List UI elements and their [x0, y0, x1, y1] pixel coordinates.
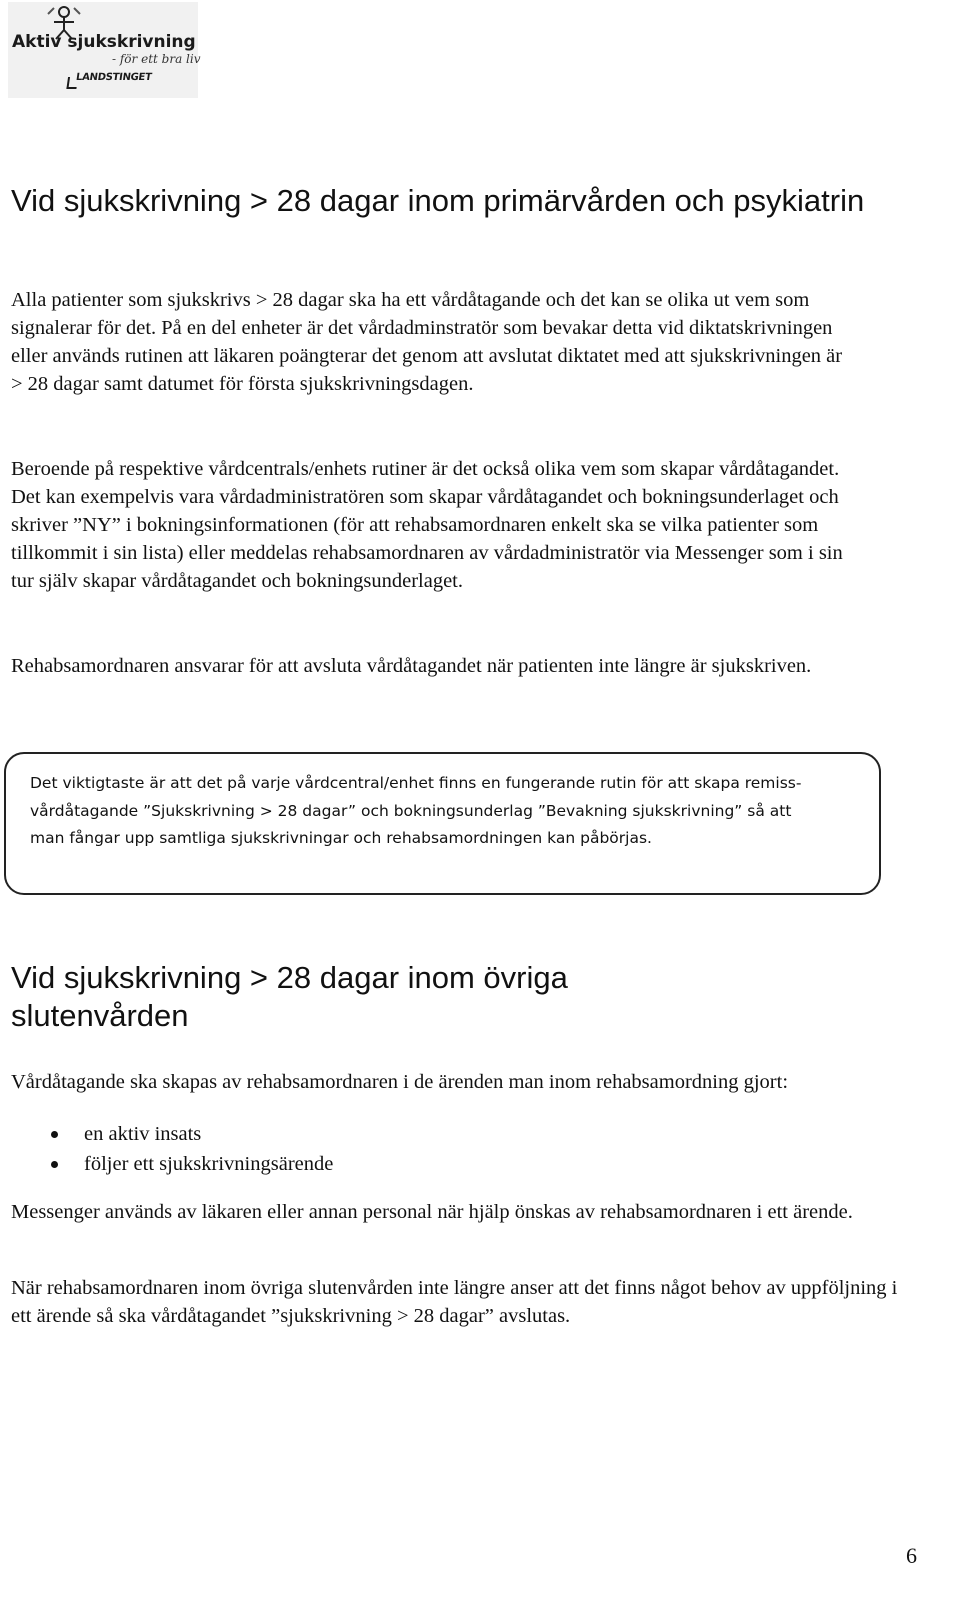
- bullet-icon: [51, 1131, 58, 1138]
- logo-organization: LANDSTINGET: [75, 72, 153, 83]
- bullet-icon: [51, 1161, 58, 1168]
- callout-box: [4, 752, 881, 895]
- logo: [8, 2, 201, 98]
- logo-title: Aktiv sjukskrivning: [12, 32, 196, 52]
- page-number: 6: [906, 1543, 917, 1568]
- list-item: en aktiv insats: [0, 1119, 333, 1149]
- section2-paragraph-1: Messenger används av läkaren eller annan personal när hjälp önskas av rehabsamordnaren i ett ärende.: [11, 1201, 853, 1223]
- bullet-list: [0, 1119, 333, 1179]
- list-item: följer ett sjukskrivningsärende: [0, 1149, 333, 1179]
- section1-paragraph-1: Alla patienter som sjukskrivs > 28 dagar ska ha ett vårdåtagande och det kan se olika ut vem som signalerar för det. På en del enheter är det vårdadminstratör som bevakar detta vid diktatskrivningen eller används rutinen att läkaren poängterar det genom att avslutat diktatet med att sjukskrivningen är > 28 dagar samt datumet för första sjukskrivningsdagen.: [11, 289, 843, 395]
- section2-heading: Vid sjukskrivning > 28 dagar inom övriga slutenvården: [11, 960, 568, 1033]
- logo-tagline: - för ett bra liv: [112, 52, 201, 66]
- section1-paragraph-2: Beroende på respektive vårdcentrals/enhets rutiner är det också olika vem som skapar vårdåtagandet. Det kan exempelvis vara vårdadministratören som skapar vårdåtagandet och bokningsunderlaget och skriver ”NY” i bokningsinformationen (för att rehabsamordnaren enkelt ska se vilka patienter som tillkommit i sin lista) eller meddelas rehabsamordnaren av vårdadministratör via Messenger som i sin tur själv skapar vårdåtagandet och bokningsunderlaget.: [11, 458, 843, 592]
- section1-heading: Vid sjukskrivning > 28 dagar inom primärvården och psykiatrin: [11, 183, 865, 218]
- section1-paragraph-3: Rehabsamordnaren ansvarar för att avsluta vårdåtagandet när patienten inte längre är sjukskriven.: [11, 655, 812, 677]
- section2-intro: Vårdåtagande ska skapas av rehabsamordnaren i de ärenden man inom rehabsamordning gjort:: [11, 1071, 789, 1093]
- callout-text: Det viktigtaste är att det på varje vårdcentral/enhet finns en fungerande rutin för att skapa remiss-vårdåtagande ”Sjukskrivning > 28 dagar” och bokningsunderlag ”Bevakning sjukskrivning” så att man fångar upp samtliga sjukskrivningar och rehabsamordningen kan påbörjas.: [30, 774, 802, 847]
- section2-paragraph-2: När rehabsamordnaren inom övriga slutenvården inte längre anser att det finns något behov av uppföljning i ett ärende så ska vårdåtagandet ”sjukskrivning > 28 dagar” avslutas.: [11, 1277, 898, 1327]
